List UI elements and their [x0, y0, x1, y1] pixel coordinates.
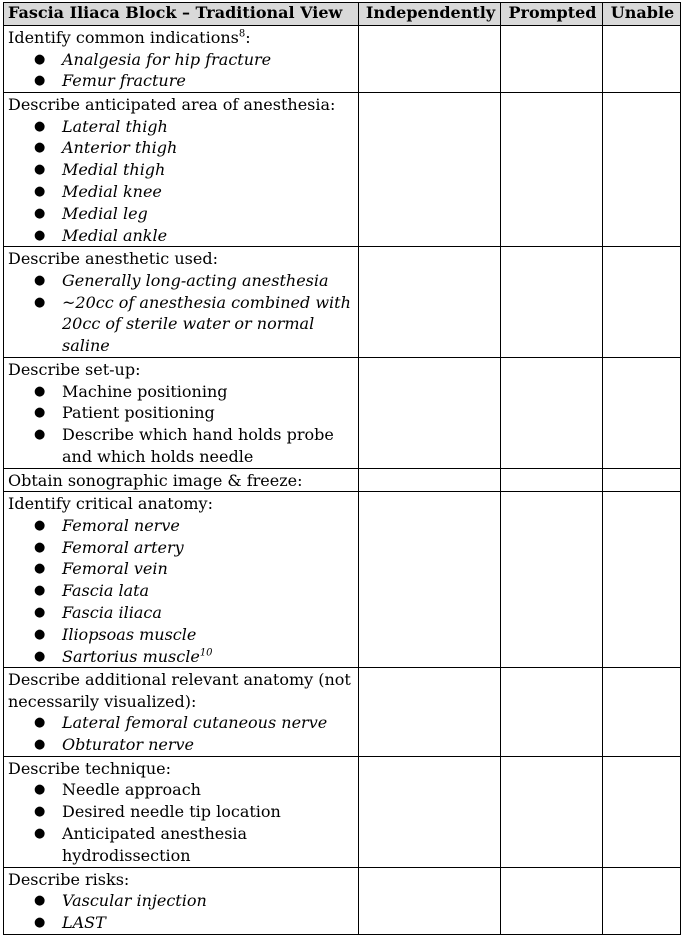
bullet-icon: ● [34, 715, 46, 731]
list-item: ● Lateral thigh [34, 116, 168, 136]
unable-cell[interactable] [603, 468, 681, 492]
item-list [8, 116, 356, 247]
bullet-icon: ● [34, 183, 46, 199]
header-row [4, 3, 681, 26]
independently-cell[interactable] [359, 93, 501, 247]
prompted-cell[interactable] [501, 668, 603, 757]
bullet-icon: ● [34, 782, 46, 798]
unable-cell[interactable] [603, 492, 681, 668]
independently-cell[interactable] [359, 247, 501, 358]
list-item: ● Patient positioning [34, 403, 215, 423]
independently-cell[interactable] [359, 668, 501, 757]
prompted-cell[interactable] [501, 26, 603, 93]
table-row [4, 93, 681, 247]
bullet-icon: ● [34, 162, 46, 178]
bullet-icon: ● [34, 604, 46, 620]
unable-cell[interactable] [603, 358, 681, 469]
list-item: ● Medial thigh [34, 160, 166, 180]
independently-cell[interactable] [359, 26, 501, 93]
independently-cell[interactable] [359, 358, 501, 469]
list-item: ● Fascia lata [34, 581, 150, 601]
item-list [8, 515, 356, 668]
table-row [4, 358, 681, 469]
task-cell [4, 247, 359, 358]
footnote-ref: 8 [238, 28, 246, 40]
list-item: ● Sartorius muscle$^{10}$ [34, 646, 213, 666]
bullet-icon: ● [34, 539, 46, 555]
table-row [4, 26, 681, 93]
prompted-cell[interactable] [501, 358, 603, 469]
section-title: Describe additional relevant anatomy (not necessarily visualized): [8, 670, 351, 711]
checklist-table [3, 2, 681, 935]
table-row [4, 492, 681, 668]
header-unable: Unable [603, 3, 681, 26]
list-item: ● ~20cc of anesthesia combined with 20cc of sterile water or normal saline [34, 292, 351, 356]
unable-cell[interactable] [603, 756, 681, 867]
table-row [4, 468, 681, 492]
bullet-icon: ● [34, 205, 46, 221]
list-item: ● Machine positioning [34, 381, 228, 401]
section-title: Identify critical anatomy: [8, 494, 213, 514]
bullet-icon: ● [34, 893, 46, 909]
task-cell [4, 468, 359, 492]
list-item: ● Femur fracture [34, 71, 186, 91]
unable-cell[interactable] [603, 26, 681, 93]
bullet-icon: ● [34, 140, 46, 156]
table-row [4, 247, 681, 358]
bullet-icon: ● [34, 561, 46, 577]
unable-cell[interactable] [603, 247, 681, 358]
section-title: Identify common indications$^8$: [8, 28, 251, 47]
bullet-icon: ● [34, 914, 46, 930]
header-prompted: Prompted [501, 3, 603, 26]
section-title: Describe set-up: [8, 360, 141, 380]
bullet-icon: ● [34, 73, 46, 89]
section-title: Obtain sonographic image & freeze: [8, 470, 303, 490]
section-title: Describe risks: [8, 869, 130, 889]
item-list [8, 890, 356, 934]
bullet-icon: ● [34, 583, 46, 599]
list-item: ● Describe which hand holds probe and which holds needle [34, 425, 334, 466]
item-list [8, 381, 356, 468]
list-item: ● Obturator nerve [34, 735, 195, 755]
unable-cell[interactable] [603, 867, 681, 934]
prompted-cell[interactable] [501, 468, 603, 492]
bullet-icon: ● [34, 405, 46, 421]
list-item: ● Medial ankle [34, 225, 168, 245]
item-list [8, 270, 356, 357]
list-item: ● Iliopsoas muscle [34, 624, 197, 644]
bullet-icon: ● [34, 383, 46, 399]
task-cell [4, 668, 359, 757]
list-item: ● Needle approach [34, 780, 201, 800]
task-cell [4, 358, 359, 469]
prompted-cell[interactable] [501, 247, 603, 358]
list-item: ● Femoral vein [34, 559, 168, 579]
section-title: Describe anesthetic used: [8, 249, 218, 269]
bullet-icon: ● [34, 272, 46, 288]
bullet-icon: ● [34, 517, 46, 533]
bullet-icon: ● [34, 648, 46, 664]
task-cell [4, 756, 359, 867]
bullet-icon: ● [34, 227, 46, 243]
task-cell [4, 867, 359, 934]
list-item: ● Anticipated anesthesia hydrodissection [34, 824, 248, 865]
prompted-cell[interactable] [501, 93, 603, 247]
table-row [4, 756, 681, 867]
header-task: Fascia Iliaca Block – Traditional View [4, 3, 359, 26]
bullet-icon: ● [34, 737, 46, 753]
task-cell [4, 93, 359, 247]
bullet-icon: ● [34, 626, 46, 642]
bullet-icon: ● [34, 294, 46, 310]
item-list [8, 779, 356, 866]
footnote-ref: 10 [199, 647, 213, 659]
table-row [4, 668, 681, 757]
independently-cell[interactable] [359, 756, 501, 867]
task-cell [4, 492, 359, 668]
independently-cell[interactable] [359, 867, 501, 934]
list-item: ● Desired needle tip location [34, 802, 281, 822]
list-item: ● Vascular injection [34, 891, 207, 911]
item-list [8, 712, 356, 756]
list-item: ● Femoral artery [34, 537, 184, 557]
list-item: ● Medial leg [34, 203, 148, 223]
section-title: Describe anticipated area of anesthesia: [8, 95, 336, 115]
prompted-cell[interactable] [501, 492, 603, 668]
header-independently: Independently [359, 3, 501, 26]
section-title: Describe technique: [8, 758, 172, 778]
list-item: ● Medial knee [34, 181, 162, 201]
list-item: ● Analgesia for hip fracture [34, 49, 272, 69]
task-cell [4, 26, 359, 93]
prompted-cell[interactable] [501, 756, 603, 867]
prompted-cell[interactable] [501, 867, 603, 934]
list-item: ● Generally long-acting anesthesia [34, 270, 329, 290]
bullet-icon: ● [34, 826, 46, 842]
unable-cell[interactable] [603, 93, 681, 247]
bullet-icon: ● [34, 427, 46, 443]
bullet-icon: ● [34, 804, 46, 820]
independently-cell[interactable] [359, 492, 501, 668]
list-item: ● Fascia iliaca [34, 602, 162, 622]
list-item: ● Lateral femoral cutaneous nerve [34, 713, 328, 733]
list-item: ● Anterior thigh [34, 138, 178, 158]
list-item: ● LAST [34, 912, 106, 932]
item-list [8, 49, 356, 93]
list-item: ● Femoral nerve [34, 515, 180, 535]
independently-cell[interactable] [359, 468, 501, 492]
bullet-icon: ● [34, 51, 46, 67]
unable-cell[interactable] [603, 668, 681, 757]
table-row [4, 867, 681, 934]
bullet-icon: ● [34, 118, 46, 134]
